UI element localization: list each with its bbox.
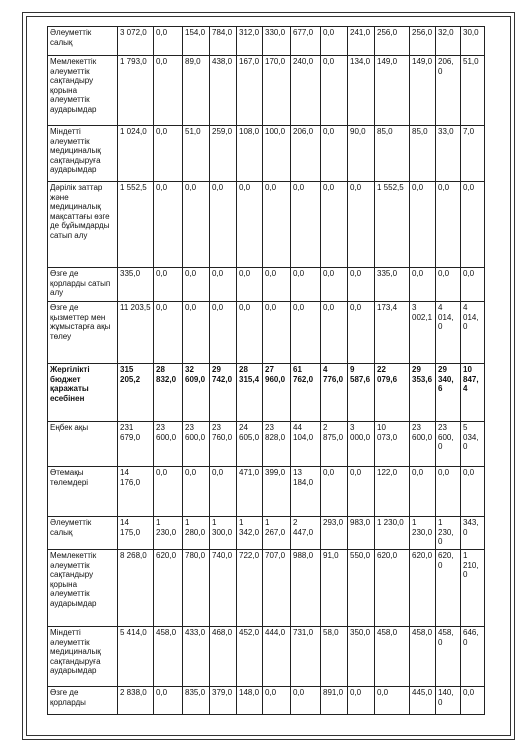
table-cell: 14 175,0 <box>118 517 154 550</box>
table-row <box>48 550 485 627</box>
table-row <box>48 27 485 56</box>
table-cell: 343,0 <box>461 517 485 550</box>
table-cell: 11 203,5 <box>118 302 154 364</box>
table-cell: 90,0 <box>348 126 375 182</box>
table-cell: 0,0 <box>321 56 348 126</box>
table-cell: 784,0 <box>210 27 237 56</box>
table-cell: 0,0 <box>183 467 210 517</box>
table-cell: 0,0 <box>210 268 237 302</box>
table-cell: 24 605,0 <box>237 422 263 467</box>
table-cell: 13 184,0 <box>291 467 321 517</box>
table-cell: 1 267,0 <box>263 517 291 550</box>
table-cell: 149,0 <box>410 56 436 126</box>
table-cell: 438,0 <box>210 56 237 126</box>
table-cell: 1 210,0 <box>461 550 485 627</box>
table-cell: 30,0 <box>461 27 485 56</box>
table-cell: 51,0 <box>461 56 485 126</box>
table-cell: 0,0 <box>237 182 263 268</box>
row-label: Өзге де қорларды сатып алу <box>48 268 118 302</box>
table-cell: 9 587,6 <box>348 364 375 422</box>
table-cell: 0,0 <box>410 467 436 517</box>
row-label: Өтемақы төлемдері <box>48 467 118 517</box>
table-cell: 620,0 <box>410 550 436 627</box>
table-cell: 0,0 <box>291 182 321 268</box>
table-cell: 0,0 <box>321 467 348 517</box>
table-cell: 0,0 <box>154 467 183 517</box>
table-cell: 0,0 <box>183 182 210 268</box>
table-cell: 0,0 <box>461 467 485 517</box>
table-cell: 58,0 <box>321 627 348 687</box>
table-cell: 2 447,0 <box>291 517 321 550</box>
table-cell: 23 600,0 <box>154 422 183 467</box>
table-row <box>48 422 485 467</box>
table-cell: 0,0 <box>263 268 291 302</box>
table-cell: 0,0 <box>263 182 291 268</box>
row-label: Мемлекеттік әлеуметтік сақтандыру қорына әлеуметтік аударымдар <box>48 56 118 126</box>
table-cell: 167,0 <box>237 56 263 126</box>
row-label: Өзге де қорларды <box>48 687 118 715</box>
table-cell: 0,0 <box>154 182 183 268</box>
table-row <box>48 627 485 687</box>
table-cell: 0,0 <box>263 687 291 715</box>
table-cell: 0,0 <box>410 182 436 268</box>
table-cell: 4 014,0 <box>436 302 461 364</box>
budget-table <box>47 26 485 715</box>
table-cell: 241,0 <box>348 27 375 56</box>
table-cell: 0,0 <box>321 268 348 302</box>
table-cell: 350,0 <box>348 627 375 687</box>
table-cell: 458,0 <box>154 627 183 687</box>
table-cell: 1 024,0 <box>118 126 154 182</box>
row-label: Міндетті әлеуметтік медициналық сақтандыруға аударымдар <box>48 627 118 687</box>
table-cell: 0,0 <box>410 268 436 302</box>
table-cell: 1 552,5 <box>118 182 154 268</box>
table-cell: 33,0 <box>436 126 461 182</box>
table-cell: 0,0 <box>375 687 410 715</box>
table-cell: 312,0 <box>237 27 263 56</box>
table-cell: 173,4 <box>375 302 410 364</box>
table-cell: 0,0 <box>154 56 183 126</box>
table-row <box>48 302 485 364</box>
table-cell: 28 832,0 <box>154 364 183 422</box>
table-cell: 100,0 <box>263 126 291 182</box>
table-cell: 1 793,0 <box>118 56 154 126</box>
table-cell: 148,0 <box>237 687 263 715</box>
row-label: Мемлекеттік әлеуметтік сақтандыру қорына әлеуметтік аударымдар <box>48 550 118 627</box>
table-cell: 0,0 <box>461 182 485 268</box>
table-cell: 620,0 <box>436 550 461 627</box>
table-row <box>48 126 485 182</box>
table-cell: 0,0 <box>154 126 183 182</box>
table-cell: 85,0 <box>375 126 410 182</box>
table-cell: 10 847,4 <box>461 364 485 422</box>
table-cell: 0,0 <box>321 182 348 268</box>
table-row <box>48 56 485 126</box>
table-cell: 452,0 <box>237 627 263 687</box>
table-cell: 0,0 <box>154 268 183 302</box>
table-cell: 3 000,0 <box>348 422 375 467</box>
table-cell: 108,0 <box>237 126 263 182</box>
table-cell: 29 340,6 <box>436 364 461 422</box>
table-cell: 740,0 <box>210 550 237 627</box>
table-cell: 379,0 <box>210 687 237 715</box>
row-label: Өзге де қызметтер мен жұмыстарға ақы төлеу <box>48 302 118 364</box>
table-cell: 256,0 <box>375 27 410 56</box>
table-cell: 170,0 <box>263 56 291 126</box>
table-cell: 731,0 <box>291 627 321 687</box>
table-cell: 0,0 <box>348 467 375 517</box>
table-row <box>48 268 485 302</box>
table-cell: 256,0 <box>410 27 436 56</box>
table-cell: 0,0 <box>348 302 375 364</box>
table-cell: 91,0 <box>321 550 348 627</box>
table-cell: 3 002,1 <box>410 302 436 364</box>
table-cell: 206,0 <box>436 56 461 126</box>
table-cell: 240,0 <box>291 56 321 126</box>
table-cell: 0,0 <box>183 268 210 302</box>
table-cell: 206,0 <box>291 126 321 182</box>
table-cell: 0,0 <box>348 268 375 302</box>
table-cell: 14 176,0 <box>118 467 154 517</box>
table-cell: 29 742,0 <box>210 364 237 422</box>
table-cell: 0,0 <box>436 268 461 302</box>
table-cell: 23 760,0 <box>210 422 237 467</box>
table-cell: 0,0 <box>183 302 210 364</box>
table-cell: 23 600,0 <box>436 422 461 467</box>
table-cell: 458,0 <box>436 627 461 687</box>
table-cell: 1 280,0 <box>183 517 210 550</box>
table-cell: 1 230,0 <box>375 517 410 550</box>
table-cell: 1 300,0 <box>210 517 237 550</box>
table-cell: 1 230,0 <box>436 517 461 550</box>
table-cell: 471,0 <box>237 467 263 517</box>
table-cell: 0,0 <box>321 27 348 56</box>
table-cell: 0,0 <box>263 302 291 364</box>
table-row <box>48 687 485 715</box>
table-cell: 0,0 <box>210 467 237 517</box>
table-cell: 468,0 <box>210 627 237 687</box>
table-cell: 27 960,0 <box>263 364 291 422</box>
table-cell: 0,0 <box>154 27 183 56</box>
table-row <box>48 467 485 517</box>
table-row <box>48 182 485 268</box>
table-cell: 444,0 <box>263 627 291 687</box>
table-cell: 0,0 <box>461 687 485 715</box>
table-cell: 0,0 <box>210 302 237 364</box>
table-cell: 0,0 <box>291 687 321 715</box>
table-cell: 891,0 <box>321 687 348 715</box>
table-cell: 8 268,0 <box>118 550 154 627</box>
table-cell: 458,0 <box>375 627 410 687</box>
table-cell: 722,0 <box>237 550 263 627</box>
table-cell: 22 079,6 <box>375 364 410 422</box>
row-label: Әлеуметтік салық <box>48 517 118 550</box>
table-cell: 1 230,0 <box>154 517 183 550</box>
table-cell: 154,0 <box>183 27 210 56</box>
table-cell: 5 034,0 <box>461 422 485 467</box>
table-cell: 32 609,0 <box>183 364 210 422</box>
table-cell: 335,0 <box>118 268 154 302</box>
row-label: Дәрілік заттар және медициналық мақсаттағы өзге де бұйымдарды сатып алу <box>48 182 118 268</box>
table-cell: 983,0 <box>348 517 375 550</box>
table-cell: 0,0 <box>154 687 183 715</box>
table-cell: 620,0 <box>154 550 183 627</box>
table-cell: 10 073,0 <box>375 422 410 467</box>
table-cell: 433,0 <box>183 627 210 687</box>
table-cell: 707,0 <box>263 550 291 627</box>
table-cell: 0,0 <box>237 268 263 302</box>
table-cell: 1 552,5 <box>375 182 410 268</box>
table-cell: 0,0 <box>436 182 461 268</box>
table-cell: 1 342,0 <box>237 517 263 550</box>
table-cell: 315 205,2 <box>118 364 154 422</box>
table-cell: 0,0 <box>461 268 485 302</box>
table-cell: 677,0 <box>291 27 321 56</box>
table-cell: 4 776,0 <box>321 364 348 422</box>
table-cell: 0,0 <box>237 302 263 364</box>
table-cell: 620,0 <box>375 550 410 627</box>
table-cell: 28 315,4 <box>237 364 263 422</box>
table-cell: 23 600,0 <box>183 422 210 467</box>
table-cell: 149,0 <box>375 56 410 126</box>
table-cell: 32,0 <box>436 27 461 56</box>
table-cell: 399,0 <box>263 467 291 517</box>
table-cell: 134,0 <box>348 56 375 126</box>
table-cell: 0,0 <box>321 302 348 364</box>
table-cell: 1 230,0 <box>410 517 436 550</box>
table-cell: 3 072,0 <box>118 27 154 56</box>
table-cell: 44 104,0 <box>291 422 321 467</box>
table-cell: 51,0 <box>183 126 210 182</box>
table-cell: 7,0 <box>461 126 485 182</box>
table-row <box>48 517 485 550</box>
table-cell: 293,0 <box>321 517 348 550</box>
table-cell: 61 762,0 <box>291 364 321 422</box>
table-cell: 29 353,6 <box>410 364 436 422</box>
table-row <box>48 364 485 422</box>
table-cell: 89,0 <box>183 56 210 126</box>
table-cell: 231 679,0 <box>118 422 154 467</box>
table-cell: 646,0 <box>461 627 485 687</box>
table-cell: 0,0 <box>436 467 461 517</box>
table-cell: 23 600,0 <box>410 422 436 467</box>
table-cell: 835,0 <box>183 687 210 715</box>
table-cell: 458,0 <box>410 627 436 687</box>
table-cell: 23 828,0 <box>263 422 291 467</box>
row-label: Еңбек ақы <box>48 422 118 467</box>
table-cell: 0,0 <box>291 302 321 364</box>
table-cell: 0,0 <box>210 182 237 268</box>
table-cell: 0,0 <box>291 268 321 302</box>
row-label: Жергілікті бюджет қаражаты есебінен <box>48 364 118 422</box>
table-cell: 2 838,0 <box>118 687 154 715</box>
table-cell: 330,0 <box>263 27 291 56</box>
table-cell: 0,0 <box>321 126 348 182</box>
table-cell: 0,0 <box>154 302 183 364</box>
table-cell: 122,0 <box>375 467 410 517</box>
table-cell: 988,0 <box>291 550 321 627</box>
table-cell: 0,0 <box>348 687 375 715</box>
table-cell: 550,0 <box>348 550 375 627</box>
table-cell: 335,0 <box>375 268 410 302</box>
table-cell: 2 875,0 <box>321 422 348 467</box>
table-cell: 85,0 <box>410 126 436 182</box>
table-cell: 140,0 <box>436 687 461 715</box>
table-cell: 5 414,0 <box>118 627 154 687</box>
table-cell: 780,0 <box>183 550 210 627</box>
row-label: Міндетті әлеуметтік медициналық сақтандыруға аударымдар <box>48 126 118 182</box>
table-cell: 259,0 <box>210 126 237 182</box>
table-cell: 445,0 <box>410 687 436 715</box>
table-cell: 4 014,0 <box>461 302 485 364</box>
row-label: Әлеуметтік салық <box>48 27 118 56</box>
table-cell: 0,0 <box>348 182 375 268</box>
